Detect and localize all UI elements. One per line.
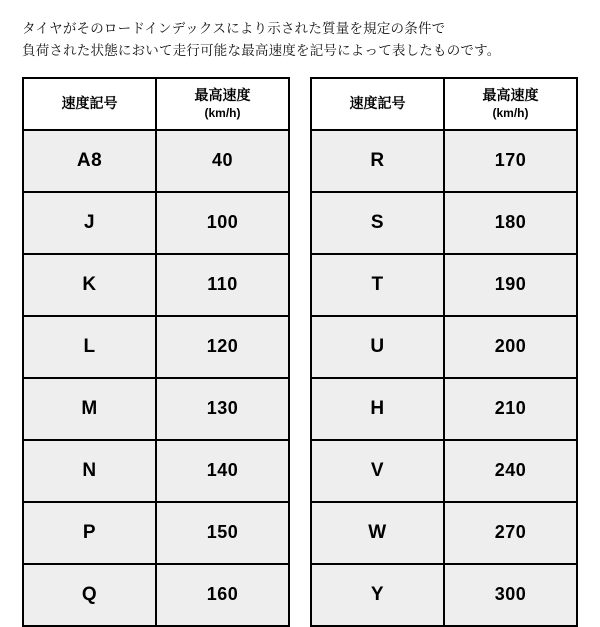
cell-symbol: U	[311, 316, 444, 378]
cell-symbol: Q	[23, 564, 156, 626]
cell-symbol: T	[311, 254, 444, 316]
table-row	[23, 440, 289, 502]
cell-symbol: V	[311, 440, 444, 502]
cell-speed: 200	[444, 316, 577, 378]
table-row	[23, 130, 289, 192]
cell-speed: 120	[156, 316, 289, 378]
table-row	[23, 254, 289, 316]
cell-speed: 190	[444, 254, 577, 316]
table-header-row	[311, 78, 577, 130]
cell-speed: 40	[156, 130, 289, 192]
table-row	[23, 316, 289, 378]
speed-tables-container	[22, 77, 578, 627]
speed-table-right	[310, 77, 578, 627]
intro-paragraph	[22, 18, 578, 63]
cell-symbol: M	[23, 378, 156, 440]
column-header-speed-label: 最高速度	[194, 86, 251, 103]
table-row	[311, 564, 577, 626]
cell-speed: 110	[156, 254, 289, 316]
table-row	[311, 192, 577, 254]
cell-symbol: K	[23, 254, 156, 316]
table-row	[311, 254, 577, 316]
cell-symbol: Y	[311, 564, 444, 626]
cell-symbol: L	[23, 316, 156, 378]
cell-speed: 150	[156, 502, 289, 564]
cell-speed: 210	[444, 378, 577, 440]
table-row	[311, 316, 577, 378]
cell-speed: 300	[444, 564, 577, 626]
column-header-symbol: 速度記号	[23, 78, 156, 130]
table-row	[311, 130, 577, 192]
cell-speed: 100	[156, 192, 289, 254]
table-row	[311, 378, 577, 440]
cell-speed: 270	[444, 502, 577, 564]
table-row	[23, 378, 289, 440]
table-row	[311, 440, 577, 502]
speed-table-left	[22, 77, 290, 627]
cell-symbol: W	[311, 502, 444, 564]
cell-symbol: H	[311, 378, 444, 440]
cell-symbol: R	[311, 130, 444, 192]
table-row	[23, 502, 289, 564]
cell-symbol: N	[23, 440, 156, 502]
cell-symbol: P	[23, 502, 156, 564]
table-header-row	[23, 78, 289, 130]
table-row	[23, 192, 289, 254]
cell-speed: 130	[156, 378, 289, 440]
table-row	[311, 502, 577, 564]
column-header-speed-unit: (km/h)	[492, 105, 529, 120]
cell-symbol: J	[23, 192, 156, 254]
cell-symbol: A8	[23, 130, 156, 192]
cell-speed: 140	[156, 440, 289, 502]
column-header-speed-label: 最高速度	[482, 86, 539, 103]
table-row	[23, 564, 289, 626]
column-header-symbol: 速度記号	[311, 78, 444, 130]
column-header-speed	[156, 78, 289, 130]
cell-speed: 160	[156, 564, 289, 626]
cell-speed: 240	[444, 440, 577, 502]
cell-speed: 170	[444, 130, 577, 192]
column-header-speed-unit: (km/h)	[204, 105, 241, 120]
column-header-speed	[444, 78, 577, 130]
cell-speed: 180	[444, 192, 577, 254]
intro-line-1: タイヤがそのロードインデックスにより示された質量を規定の条件で	[22, 21, 446, 36]
cell-symbol: S	[311, 192, 444, 254]
intro-line-2: 負荷された状態において走行可能な最高速度を記号によって表したものです。	[22, 43, 501, 59]
